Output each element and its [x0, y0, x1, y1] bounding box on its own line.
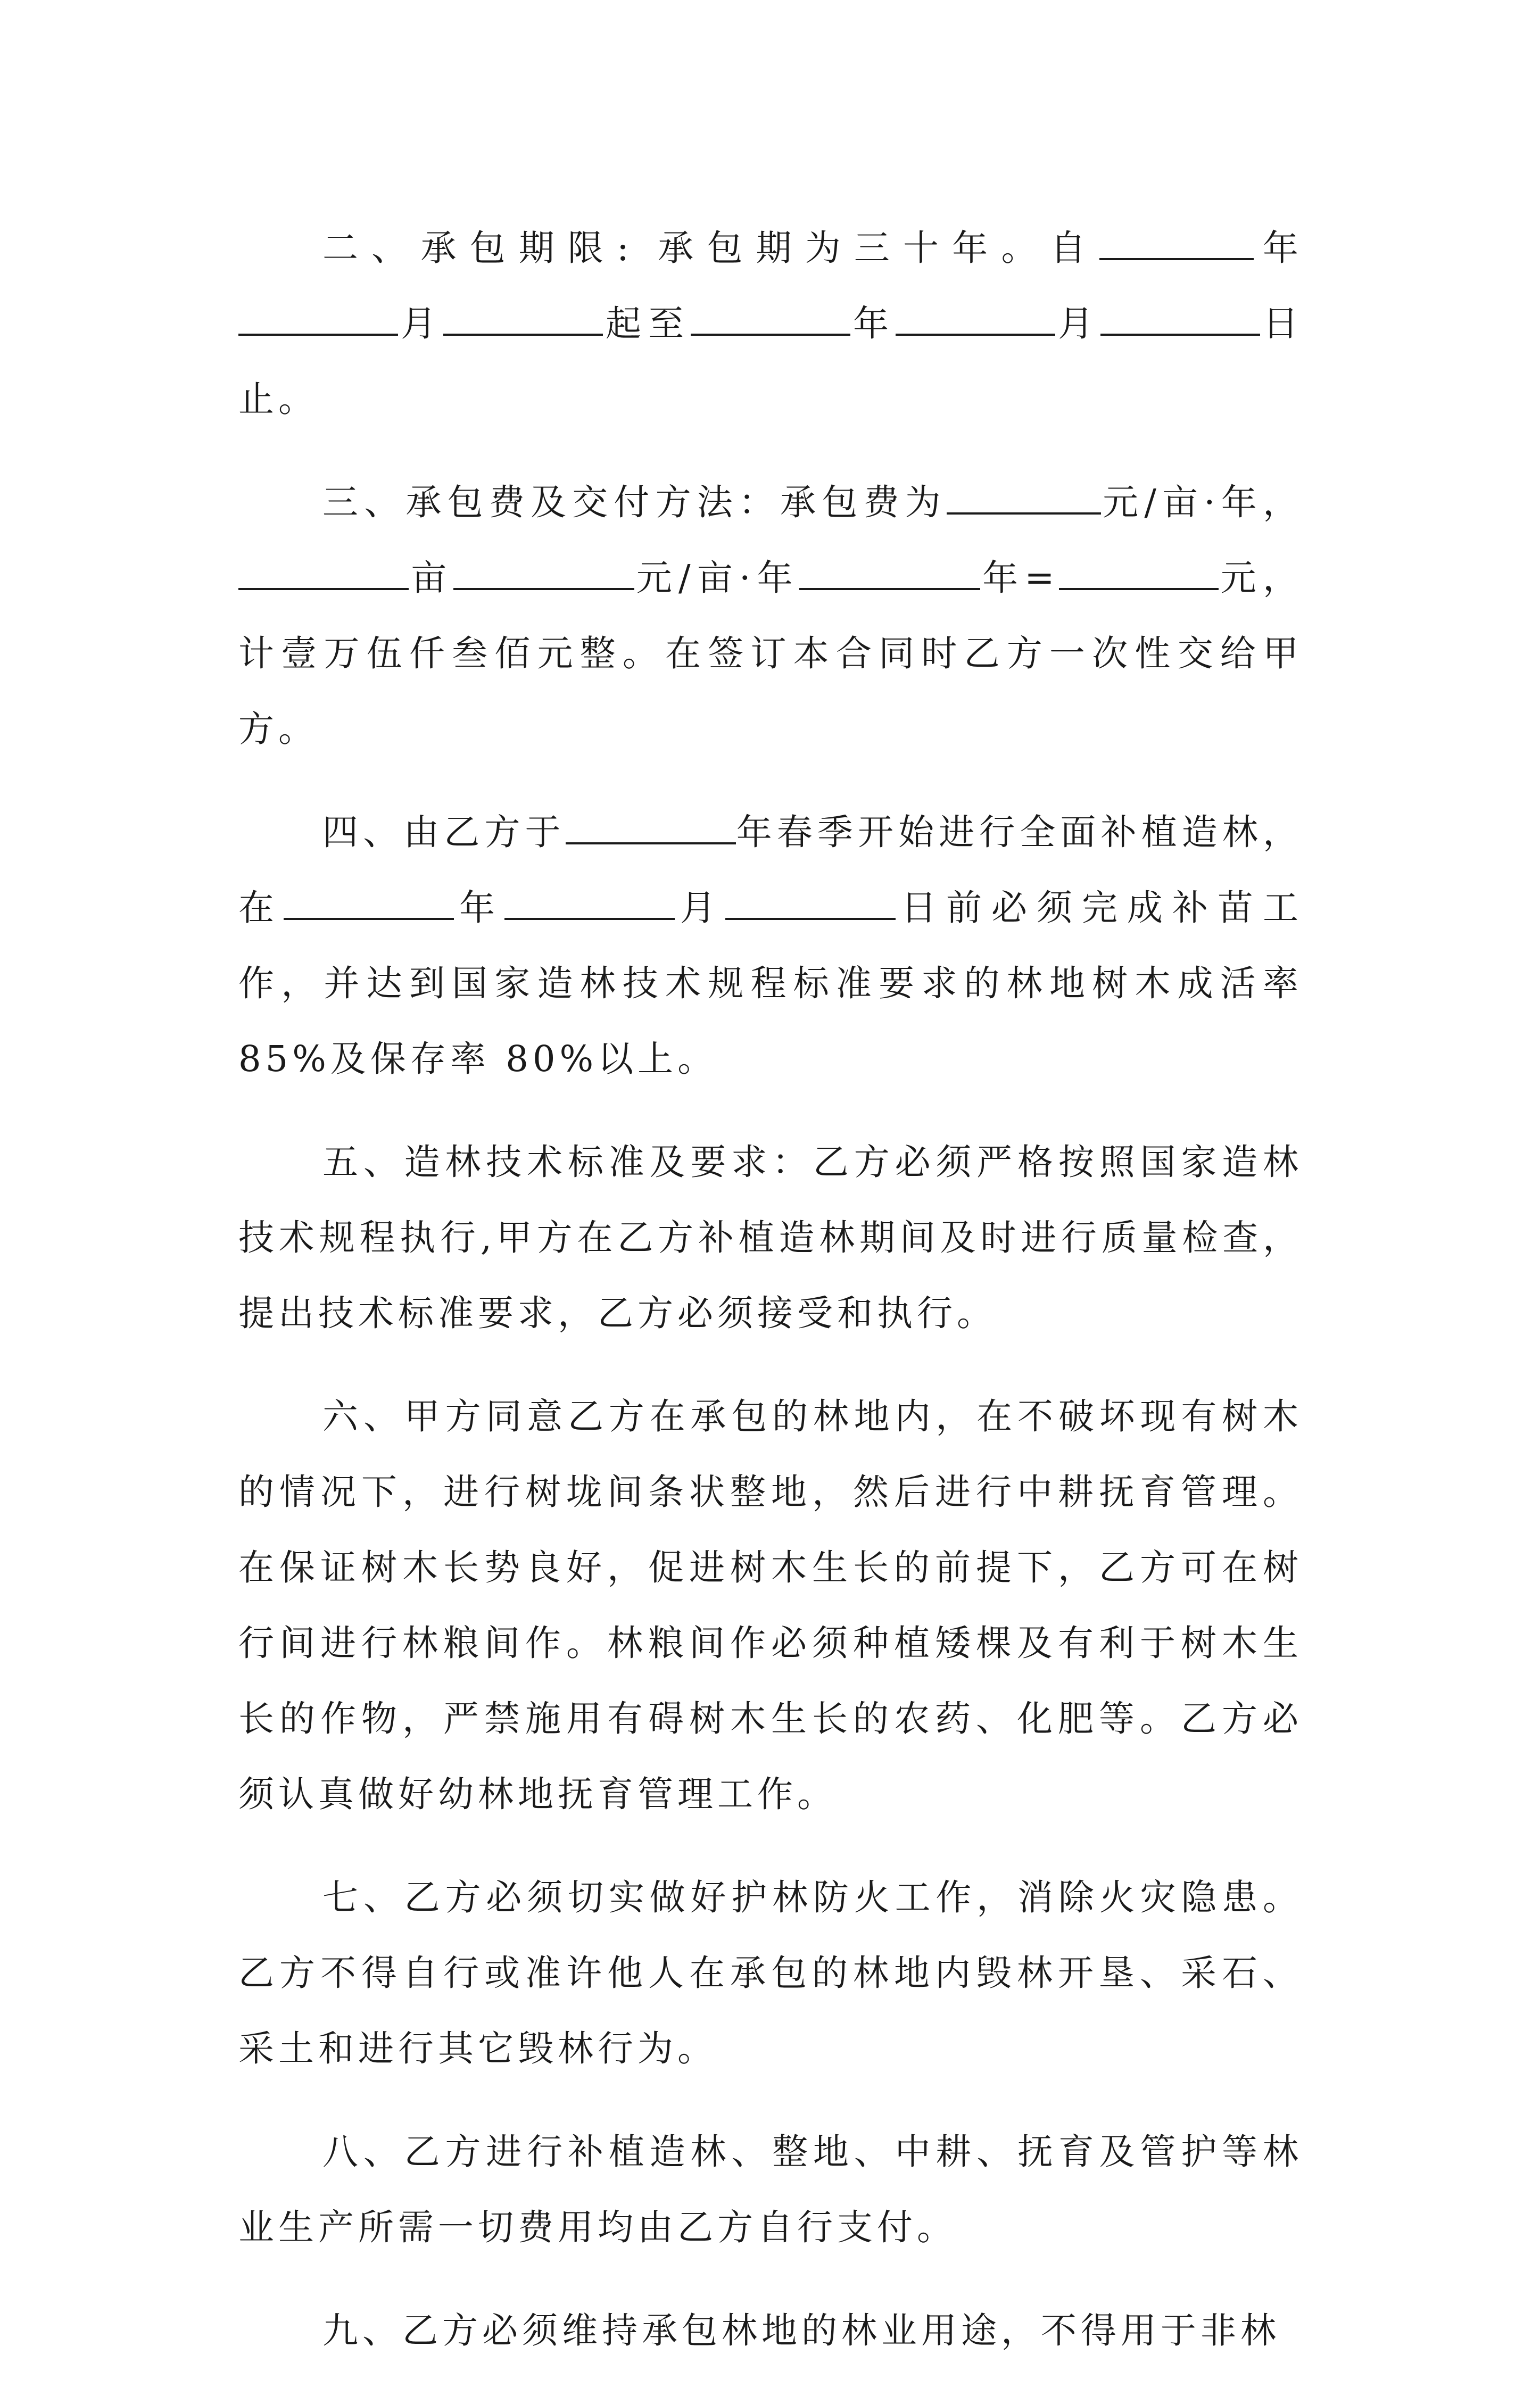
clause-8-costs: 八、乙方进行补植造林、整地、中耕、抚育及管护等林业生产所需一切费用均由乙方自行支付。 — [238, 2131, 1303, 2248]
clause-2-month-label: 月 — [398, 303, 443, 344]
clause-2-end-month-label: 月 — [1055, 303, 1100, 344]
start-month-blank — [238, 302, 398, 336]
area-blank — [238, 556, 409, 590]
clause-4-month-label: 月 — [675, 887, 725, 928]
clause-3-rate-unit: 元/亩·年 — [634, 557, 799, 599]
clause-2-end-text: 日止。 — [238, 303, 1303, 420]
start-day-blank — [443, 302, 603, 336]
clause-3-mu-label: 亩 — [409, 557, 453, 599]
deadline-day-blank — [725, 886, 896, 920]
total-blank — [1059, 556, 1219, 590]
clause-3-fee — [238, 465, 1303, 767]
end-day-blank — [1100, 302, 1260, 336]
clause-3-unit: 元/亩·年， — [1100, 482, 1303, 523]
document-page — [238, 210, 1303, 2396]
fee-rate-blank — [947, 480, 1101, 515]
planting-year-blank — [566, 810, 736, 844]
clause-5-standards: 五、造林技术标准及要求：乙方必须严格按照国家造林技术规程执行,甲方在乙方补植造林期间及时进行质量检查，提出技术标准要求，乙方必须接受和执行。 — [238, 1141, 1303, 1334]
clause-9-land-use: 九、乙方必须维持承包林地的林业用途，不得用于非林 — [322, 2310, 1280, 2351]
clause-7-fire-prevention: 七、乙方必须切实做好护林防火工作，消除火灾隐患。乙方不得自行或准许他人在承包的林地内毁林开垦、采石、采土和进行其它毁林行为。 — [238, 1877, 1303, 2069]
deadline-year-blank — [284, 886, 454, 920]
clause-3-total-text: 元，计壹万伍仟叁佰元整。在签订本合同时乙方一次性交给甲方。 — [238, 557, 1303, 750]
clause-4-spring-text: 年春季开始进行全面补植造林，在 — [238, 811, 1303, 928]
end-month-blank — [896, 302, 1055, 336]
rate-blank — [453, 556, 634, 590]
clause-3-text: 三、承包费及交付方法：承包费为 — [322, 482, 947, 523]
clause-2-term — [238, 210, 1303, 437]
start-year-blank — [1099, 226, 1254, 260]
deadline-month-blank — [504, 886, 675, 920]
clause-3-years-label: 年= — [980, 557, 1059, 599]
clause-2-end-year-label: 年 — [850, 303, 896, 344]
clause-4-standard-text: 日前必须完成补苗工作，并达到国家造林技术规程标准要求的林地树木成活率 85%及保存率 80%以上。 — [238, 887, 1303, 1080]
years-blank — [799, 556, 980, 590]
clause-4-text: 四、由乙方于 — [322, 811, 566, 853]
clause-4-planting — [238, 794, 1303, 1097]
clause-2-year-label: 年 — [1253, 227, 1303, 269]
clause-2-text: 二、承包期限: 承包期为三十年。自 — [322, 227, 1099, 269]
clause-2-until-label: 起至 — [603, 303, 691, 344]
end-year-blank — [691, 302, 850, 336]
clause-4-year-label: 年 — [454, 887, 504, 928]
clause-6-intercropping: 六、甲方同意乙方在承包的林地内，在不破坏现有树木的情况下，进行树垅间条状整地，然后进行中耕抚育管理。在保证树木长势良好，促进树木生长的前提下，乙方可在树行间进行林粮间作。林粮间作必须种植矮棵及有利于树木生长的作物，严禁施用有碍树木生长的农药、化肥等。乙方必须认真做好幼林地抚育管理工作。 — [238, 1396, 1303, 1815]
